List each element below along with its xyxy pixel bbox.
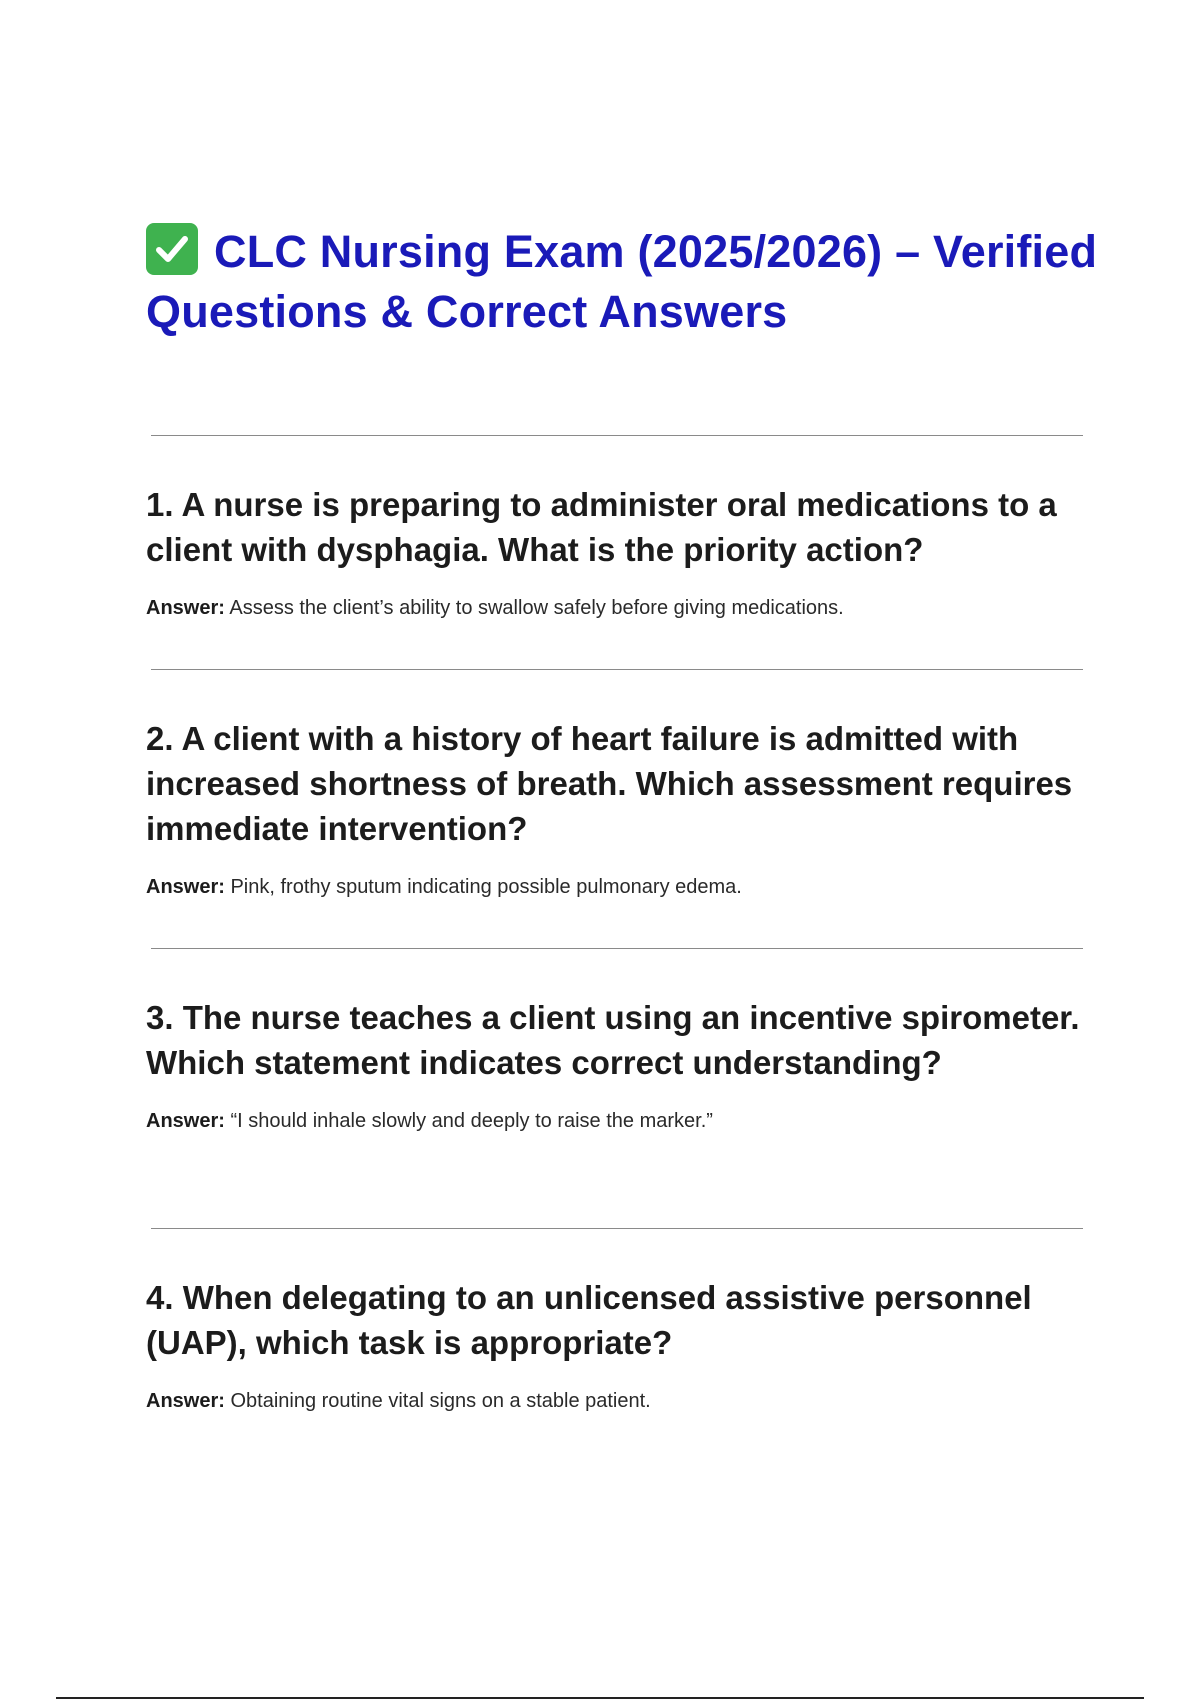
answer-text: “I should inhale slowly and deeply to raise the marker.”: [230, 1110, 713, 1132]
qa-item-2: [146, 716, 1096, 901]
answer-1: [146, 594, 1096, 622]
question-2: 2. A client with a history of heart failure is admitted with increased shortness of breath. Which assessment requires immediate intervention?: [146, 720, 1073, 847]
question-4: 4. When delegating to an unlicensed assistive personnel (UAP), which task is appropriate?: [146, 1279, 1032, 1361]
answer-3: [146, 1107, 1096, 1135]
question-3: 3. The nurse teaches a client using an incentive spirometer. Which statement indicates correct understanding?: [146, 999, 1080, 1081]
document-title: [146, 222, 1106, 342]
document-title-text: CLC Nursing Exam (2025/2026) – Verified Questions & Correct Answers: [146, 226, 1098, 337]
qa-item-3: [146, 995, 1096, 1135]
answer-label: Answer:: [146, 1110, 225, 1132]
title-block: [146, 222, 1106, 342]
answer-text: Assess the client’s ability to swallow safely before giving medications.: [229, 597, 844, 619]
answer-label: Answer:: [146, 1390, 225, 1412]
answer-2: [146, 873, 1096, 901]
qa-item-4: [146, 1275, 1096, 1415]
qa-item-1: [146, 482, 1096, 622]
section-divider: [151, 948, 1083, 949]
section-divider: [151, 1228, 1083, 1229]
answer-text: Pink, frothy sputum indicating possible pulmonary edema.: [230, 876, 742, 898]
answer-text: Obtaining routine vital signs on a stable patient.: [230, 1390, 651, 1412]
answer-4: [146, 1387, 1096, 1415]
section-divider: [151, 669, 1083, 670]
question-1: 1. A nurse is preparing to administer oral medications to a client with dysphagia. What is the priority action?: [146, 486, 1057, 568]
answer-label: Answer:: [146, 876, 225, 898]
section-divider: [151, 435, 1083, 436]
answer-label: Answer:: [146, 597, 225, 619]
check-mark-button-icon: [146, 223, 198, 275]
page-bottom-border: [56, 1697, 1144, 1699]
